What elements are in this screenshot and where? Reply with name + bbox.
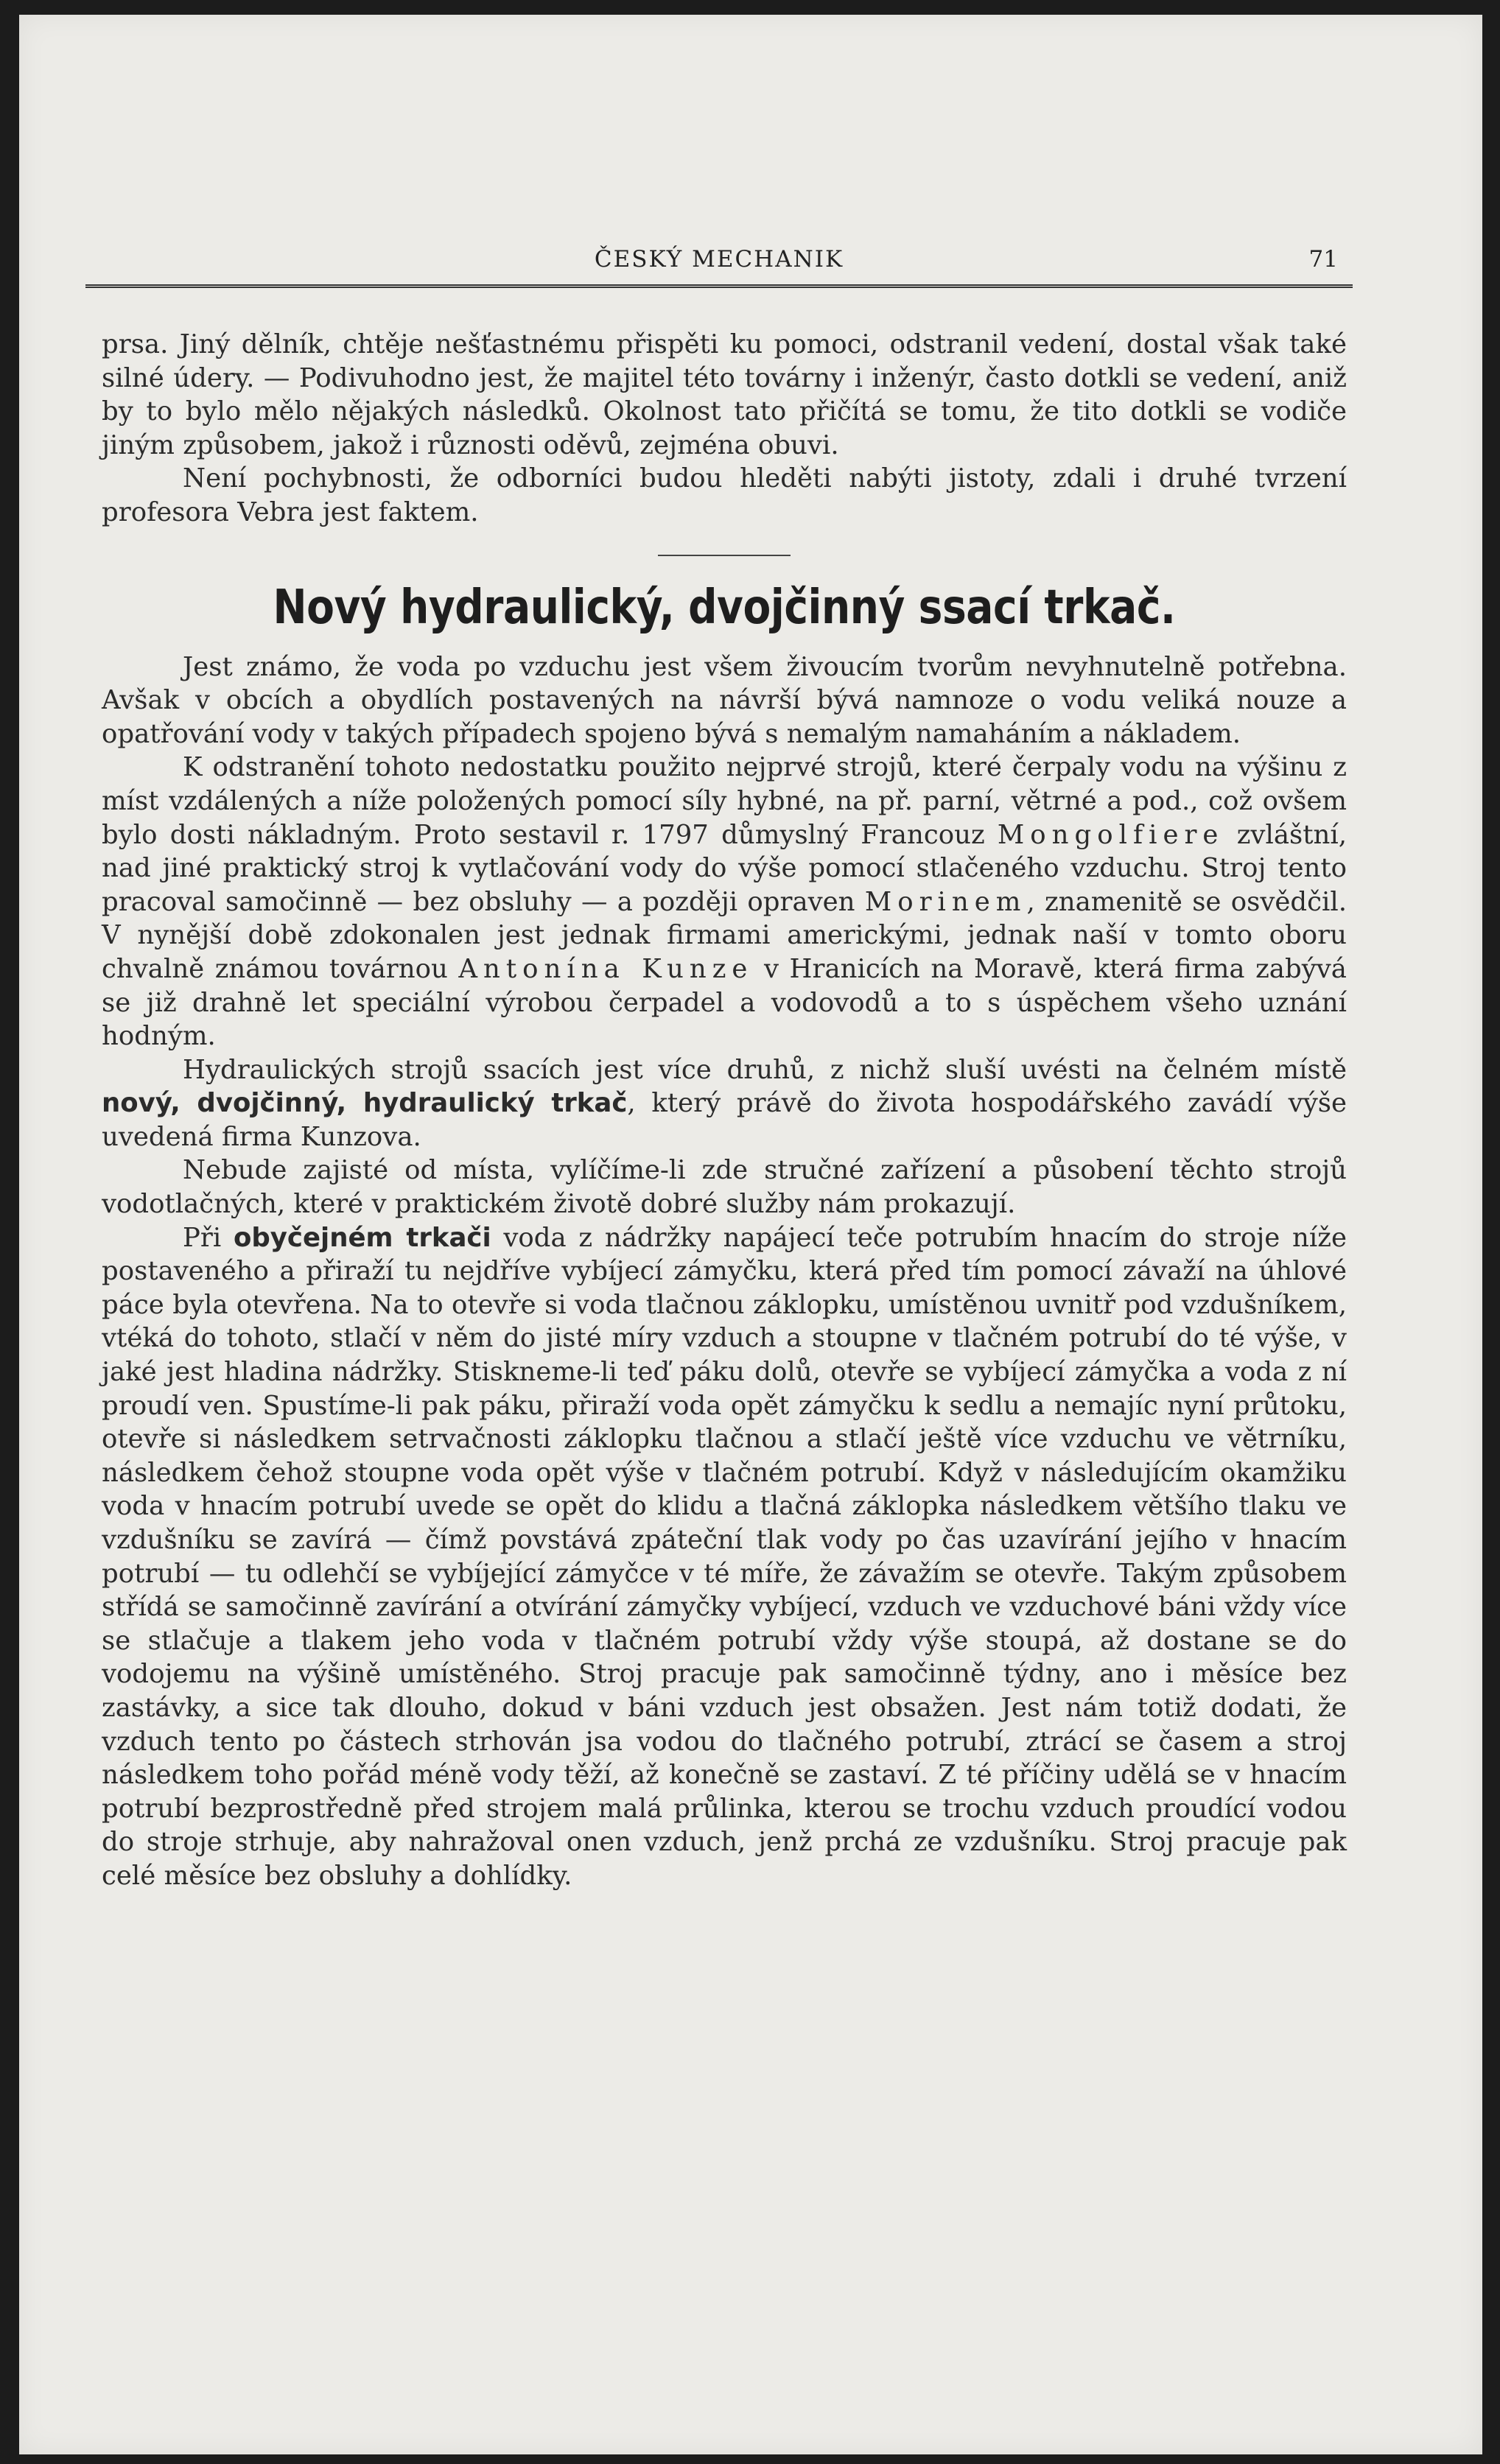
p5-text-a: Při — [183, 1222, 222, 1253]
name-morin: Morinem — [864, 886, 1027, 917]
body-text — [102, 328, 1347, 1893]
article-paragraph-2 — [102, 751, 1347, 1053]
section-separator — [658, 555, 791, 556]
page-header — [85, 243, 1353, 287]
p2-text-c: , znamenitě se osvědčil. V nynější době zdokonalen jest jednak firmami americkými, jednak naší v tomto oboru chvalně známou továrnou — [102, 886, 1347, 984]
name-antonin-kunz: Antonína Kunze — [458, 953, 754, 984]
p3-text-b: , který právě do života hospodářského zavádí výše uvedená firma Kunzova. — [102, 1088, 1347, 1152]
name-mongolfiere: Mongolfiere — [997, 819, 1224, 850]
document-page — [19, 15, 1482, 2454]
header-rule — [85, 284, 1353, 288]
page-number: 71 — [1308, 246, 1338, 273]
running-title: ČESKÝ MECHANIK — [594, 246, 844, 273]
article-paragraph-3 — [102, 1053, 1347, 1154]
intro-paragraph-1: prsa. Jiný dělník, chtěje nešťastnému přispěti ku pomoci, odstranil vedení, dostal však také silné údery. — Podivuhodno jest, že majitel této továrny i inženýr, často dotkli se vedení, aniž by to bylo mělo nějakých následků. Okolnost tato přičítá se tomu, že tito dotkli se vodiče jiným způsobem, jakož i různosti oděvů, zejména obuvi. — [102, 329, 1347, 460]
article-paragraph-5 — [102, 1221, 1347, 1893]
p5-bold-term: obyčejném trkači — [233, 1222, 491, 1253]
p2-text-d: v Hranicích na Moravě, která firma zabývá se již drahně let speciální výrobou čerpadel a vodovodů a to s úspěchem všeho uznání hodným. — [102, 953, 1347, 1052]
intro-paragraph-2: Není pochybnosti, že odborníci budou hleděti nabýti jistoty, zdali i druhé tvrzení profesora Vebra jest faktem. — [102, 463, 1347, 527]
p2-text-b: zvláštní, nad jiné praktický stroj k vytlačování vody do výše pomocí stlačeného vzduchu. Stroj tento pracoval samočinně — bez obsluhy — a později opraven — [102, 819, 1347, 917]
article-paragraph-1: Jest známo, že voda po vzduchu jest všem živoucím tvorům nevyhnutelně potřebna. Avšak v obcích a obydlích postavených na návrší bývá namnoze o vodu veliká nouze a opatřování vody v takých případech spojeno bývá s nemalým namaháním a nákladem. — [102, 651, 1347, 749]
p2-text-a: K odstranění tohoto nedostatku použito nejprvé strojů, které čerpaly vodu na výšinu z míst vzdálených a níže položených pomocí síly hybné, na př. parní, větrné a pod., což ovšem bylo dosti nákladným. Proto sestavil r. 1797 důmyslný Francouz — [102, 752, 1347, 850]
p5-text-b: voda z nádržky napájecí teče potrubím hnacím do stroje níže postaveného a přiraží tu nejdříve vybíjecí zámyčku, která před tím pomocí závaží na úhlové páce byla otevřena. Na to otevře si voda tlačnou záklopku, umístěnou uvnitř pod vzdušníkem, vtéká do tohoto, stlačí v něm do jisté míry vzduch a stoupne v tlačném potrubí do té výše, v jaké jest hladina nádržky. Stiskneme-li teď páku dolů, otevře se vybíjecí zámyčka a voda z ní proudí ven. Spustíme-li pak páku, přiraží voda opět zámyčku k sedlu a nemajíc nyní průtoku, otevře si následkem setrvačnosti záklopku tlačnou a stlačí ještě více vzduchu ve větrníku, následkem čehož stoupne voda opět výše v tlačném potrubí. Když v následujícím okamžiku voda v hnacím potrubí uvede se opět do klidu a tlačná záklopka následkem většího tlaku ve vzdušníku se zavírá — čímž povstává zpáteční tlak vody po čas uzavírání jejího v hnacím potrubí — tu odlehčí se vybíjející zámyčce v té míře, že závažím se otevře. Takým způsobem střídá se samočinně zavírání a otvírání zámyčky vybíjecí, vzduch ve vzduchové báni vždy více se stlačuje a tlakem jeho voda v tlačném potrubí vždy výše stoupá, až dostane se do vodojemu na výšině umístěného. Stroj pracuje pak samočinně týdny, ano i měsíce bez zastávky, a sice tak dlouho, dokud v báni vzduch jest obsažen. Jest nám totiž dodati, že vzduch tento po částech strhován jsa vodou do tlačného potrubí, ztrácí se časem a stroj následkem toho pořád méně vody těží, až konečně se zastaví. Z té příčiny udělá se v hnacím potrubí bezprostředně před strojem malá průlinka, kterou se trochu vzduch proudící vodou do stroje strhuje, aby nahražoval onen vzduch, jenž prchá ze vzdušníku. Stroj pracuje pak celé měsíce bez obsluhy a dohlídky. — [102, 1222, 1347, 1891]
article-heading: Nový hydraulický, dvojčinný ssací trkač. — [273, 580, 1176, 635]
article-paragraph-4: Nebude zajisté od místa, vylíčíme-li zde stručné zařízení a působení těchto strojů vodotlačných, které v praktickém životě dobré služby nám prokazují. — [102, 1155, 1347, 1220]
p3-text-a: Hydraulických strojů ssacích jest více druhů, z nichž sluší uvésti na čelném místě — [183, 1054, 1347, 1085]
p3-bold-term: nový, dvojčinný, hydraulický trkač — [102, 1088, 628, 1119]
